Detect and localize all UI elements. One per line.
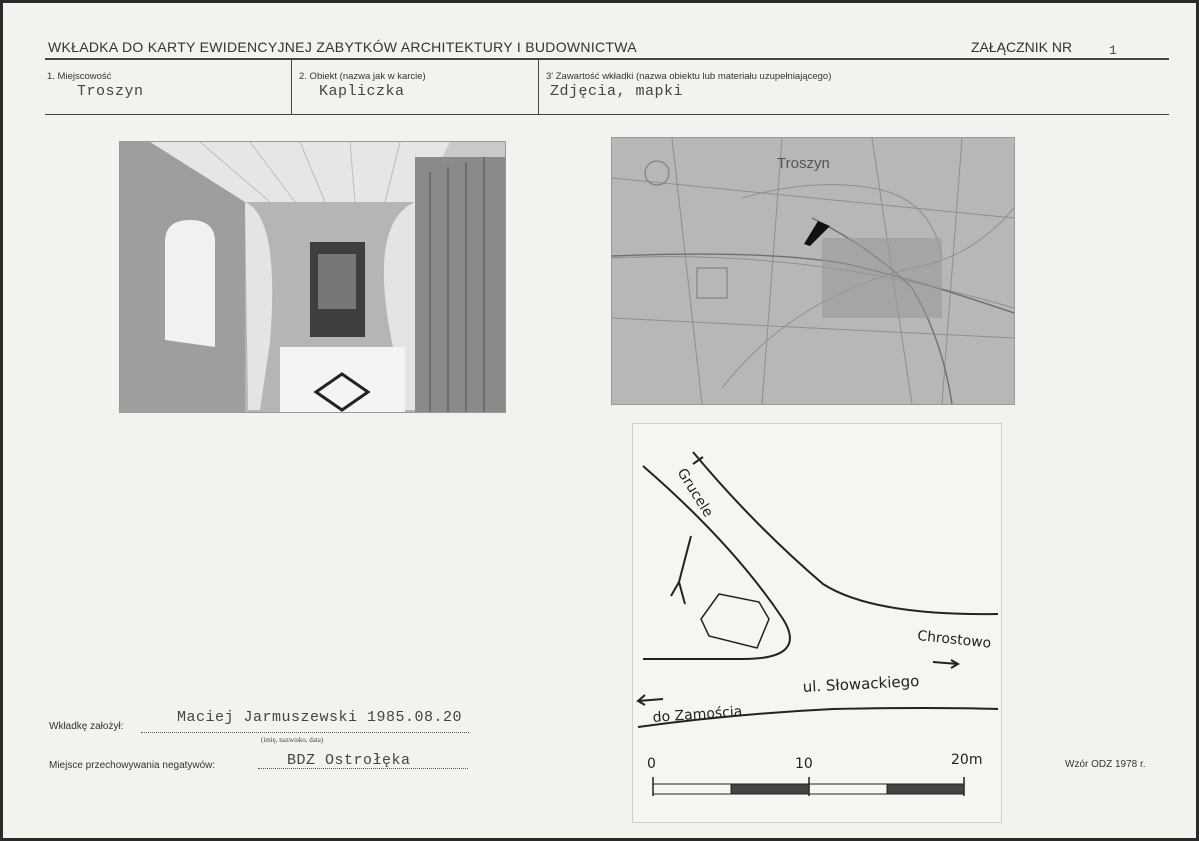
site-sketch-drawing xyxy=(633,424,1001,822)
sketch-street-main: ul. Słowackiego xyxy=(802,671,920,696)
scale-tick-10: 10 xyxy=(795,756,813,772)
location-map-photo xyxy=(611,137,1015,405)
author-dots xyxy=(141,732,469,733)
record-sheet xyxy=(3,3,1196,838)
storage-label: Miejsce przechowywania negatywów: xyxy=(49,760,216,771)
field-divider-2 xyxy=(538,60,539,114)
map-place-name: Troszyn xyxy=(777,155,830,172)
scale-tick-20: 20m xyxy=(951,752,983,768)
contents-label: 3' Zawartość wkładki (nazwa obiektu lub materiału uzupełniającego) xyxy=(546,71,832,82)
scale-bar xyxy=(647,752,982,796)
locality-value: Troszyn xyxy=(77,83,144,100)
sketch-street-top: Grucele xyxy=(673,465,716,521)
annex-number: 1 xyxy=(1109,43,1117,58)
contents-value: Zdjęcia, mapki xyxy=(550,83,684,100)
scale-tick-0: 0 xyxy=(647,756,656,772)
author-value: Maciej Jarmuszewski 1985.08.20 xyxy=(177,709,463,726)
annex-label: ZAŁĄCZNIK NR xyxy=(971,39,1073,55)
location-map-image xyxy=(612,138,1014,404)
site-sketch xyxy=(632,423,1002,823)
sketch-road-west: do Zamościa xyxy=(652,703,743,726)
chapel-interior-photo xyxy=(119,141,506,413)
object-value: Kapliczka xyxy=(319,83,405,100)
locality-label: 1. Miejscowość xyxy=(47,71,112,82)
chapel-interior-image xyxy=(120,142,505,412)
template-note: Wzór ODZ 1978 r. xyxy=(1065,759,1146,770)
field-divider-1 xyxy=(291,60,292,114)
object-label: 2. Obiekt (nazwa jak w karcie) xyxy=(299,71,426,82)
sketch-road-east: Chrostowo xyxy=(916,628,992,652)
storage-value: BDZ Ostrołęka xyxy=(287,752,411,769)
sheet-title: WKŁADKA DO KARTY EWIDENCYJNEJ ZABYTKÓW ARCHITEKTURY I BUDOWNICTWA xyxy=(48,39,637,55)
author-hint: (imię, nazwisko, data) xyxy=(261,736,324,744)
author-label: Wkładkę założył: xyxy=(49,721,124,732)
header-rule-top xyxy=(45,58,1169,60)
header-rule-bottom xyxy=(45,114,1169,115)
